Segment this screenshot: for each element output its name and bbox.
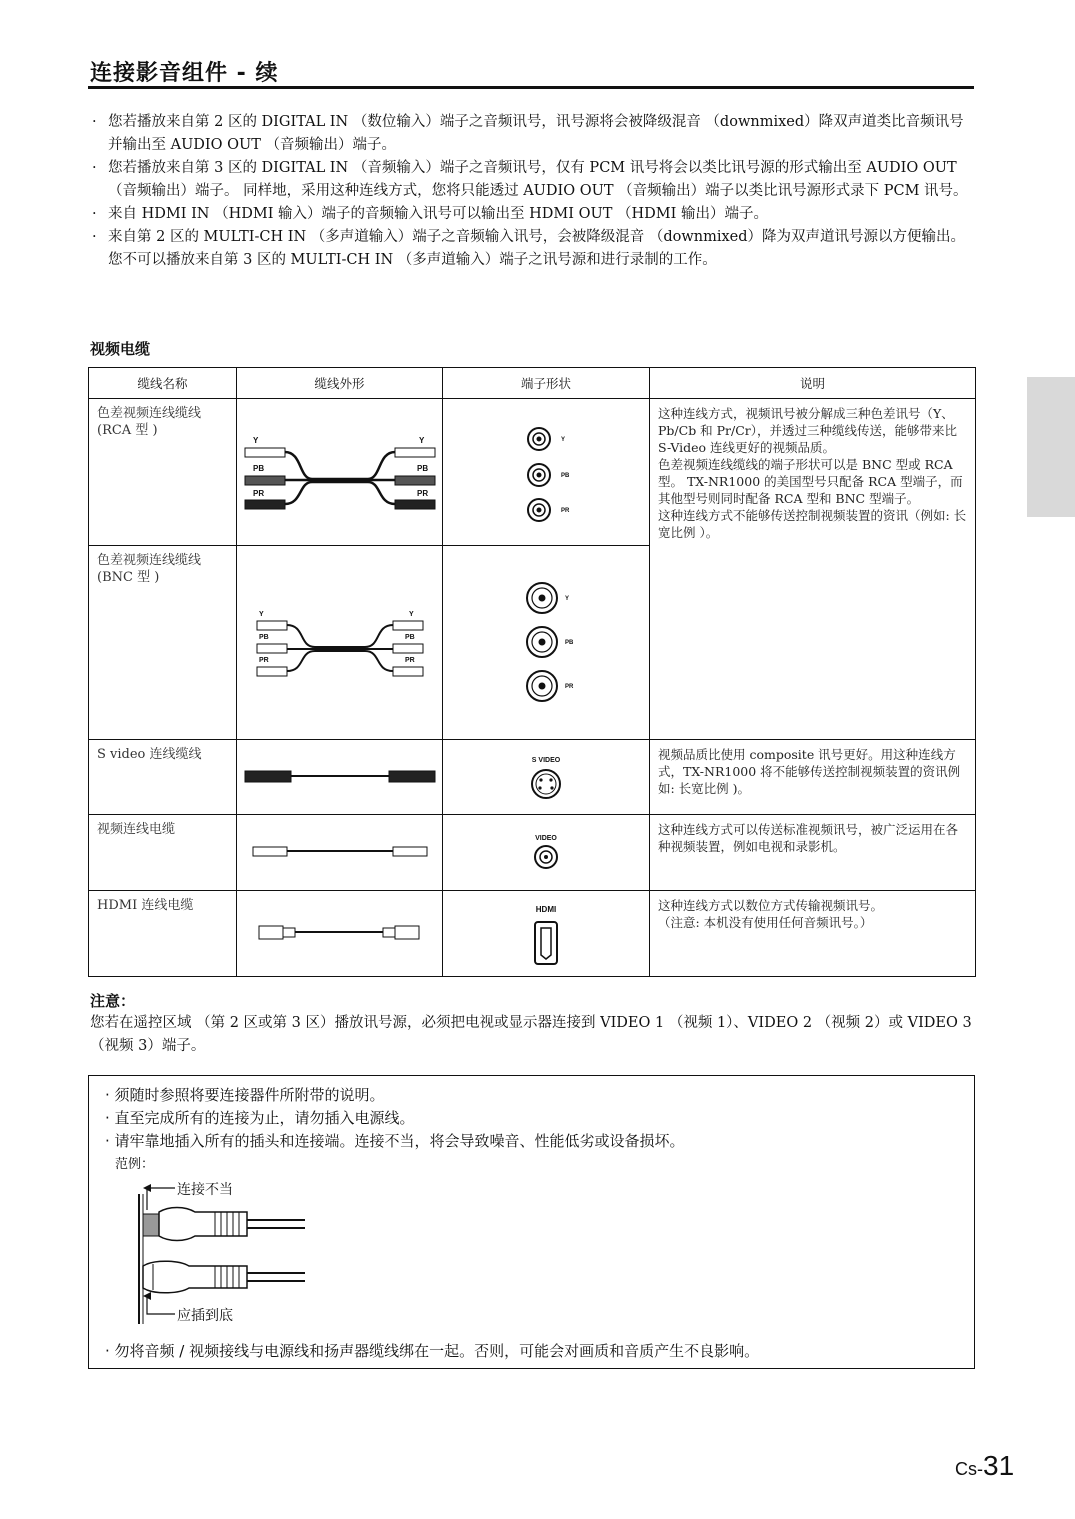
- table-row: [89, 399, 976, 546]
- s-video-description: 视频品质比使用 composite 讯号更好。用这种连线方式，TX-NR1000 将不能够传送控制视频装置的资讯例如: 长宽比例 )。: [650, 740, 976, 815]
- label-pb-left: PB: [259, 634, 269, 641]
- label-pr-right: PR: [405, 657, 415, 664]
- bnc-jacks-image: [443, 546, 650, 740]
- cable-name: 色差视频连线缆线 (BNC 型 ): [89, 546, 237, 740]
- jack-label-pb: PB: [561, 473, 570, 479]
- intro-bullet: · 来自 HDMI IN （HDMI 输入）端子的音频输入讯号可以输出至 HDMI OUT （HDMI 输出）端子。: [92, 206, 768, 222]
- page-title: 连接影音组件 - 续: [90, 61, 279, 86]
- hdmi-label: HDMI: [535, 905, 557, 914]
- hdmi-jack-image: [443, 891, 650, 977]
- video-jack-image: [443, 815, 650, 891]
- jack-label-y: Y: [565, 596, 570, 602]
- label-y-right: Y: [409, 611, 414, 618]
- header-description: 说明: [650, 368, 976, 399]
- label-pr-left: PR: [259, 657, 269, 664]
- s-video-jack-image: [443, 740, 650, 815]
- page-number: Cs-31: [955, 1450, 1015, 1481]
- note-heading: 注意：: [90, 992, 136, 1010]
- correct-connection-label: 应插到底: [177, 1308, 233, 1324]
- video-description: 这种连线方式可以传送标准视频讯号，被广泛运用在各种视频装置，例如电视和录影机。: [650, 815, 976, 891]
- rca-component-cable-image: [237, 399, 443, 546]
- label-y-right: Y: [419, 436, 425, 445]
- label-pr-right: PR: [417, 489, 429, 498]
- video-cable-image: [237, 815, 443, 891]
- label-y-left: Y: [259, 611, 264, 618]
- header-cable-shape: 缆线外形: [237, 368, 443, 399]
- label-pb-left: PB: [253, 464, 265, 473]
- caution-line: · 请牢靠地插入所有的插头和连接端。连接不当，将会导致噪音、性能低劣或设备损坏。: [105, 1132, 685, 1150]
- s-video-cable-image: [237, 740, 443, 815]
- intro-bullet: · 您若播放来自第 3 区的 DIGITAL IN （音频输入）端子之音频讯号，仅有 PCM 讯号将会以类比讯号源的形式输出至 AUDIO OUT （音频输出）端子。 同样地，采用这种连线方式，您将只能透过 AUDIO OUT （音频输出）端子以类比讯号源形式录下 PCM 讯号。: [92, 160, 968, 199]
- caution-line: · 勿将音频 / 视频接线与电源线和扬声器缆线绑在一起。否则，可能会对画质和音质产生不良影响。: [105, 1342, 760, 1360]
- jack-label-pb: PB: [565, 640, 574, 646]
- intro-bullet: · 您若播放来自第 2 区的 DIGITAL IN （数位输入）端子之音频讯号，讯号源将会被降级混音 （downmixed）降双声道类比音频讯号并输出至 AUDIO OUT （音频输出）端子。: [92, 114, 964, 153]
- cable-name: S video 连线缆线: [89, 740, 237, 815]
- example-label: 范例：: [115, 1157, 155, 1172]
- s-video-label: S VIDEO: [531, 757, 561, 764]
- intro-bullet: · 来自第 2 区的 MULTI-CH IN （多声道输入）端子之音频输入讯号，会被降级混音 （downmixed）降为双声道讯号源以方便输出。您不可以播放来自第 3 区的 MULTI-CH IN （多声道输入）端子之讯号源和进行录制的工作。: [92, 229, 966, 268]
- table-header-row: [89, 368, 976, 399]
- cable-name: 视频连线电缆: [89, 815, 237, 891]
- note-text: 您若在遥控区域 （第 2 区或第 3 区）播放讯号源，必须把电视或显示器连接到 VIDEO 1 （视频 1）、VIDEO 2 （视频 2）或 VIDEO 3 （视频 3）端子。: [90, 1015, 972, 1054]
- table-row: [89, 815, 976, 891]
- jack-label-pr: PR: [565, 684, 574, 690]
- caution-box: [88, 1075, 975, 1369]
- table-row: [89, 891, 976, 977]
- title-rule: [88, 86, 974, 89]
- bnc-component-cable-image: [237, 546, 443, 740]
- cable-name: 色差视频连线缆线 (RCA 型 ): [89, 399, 237, 546]
- cable-table: [88, 367, 976, 977]
- header-cable-name: 缆线名称: [89, 368, 237, 399]
- side-tab: [1027, 377, 1075, 517]
- plug-example-diagram: [129, 1174, 369, 1334]
- wrong-connection-label: 连接不当: [177, 1182, 233, 1198]
- section-title: 视频电缆: [90, 340, 151, 358]
- jack-label-y: Y: [561, 437, 566, 443]
- rca-jacks-image: [443, 399, 650, 546]
- video-label: VIDEO: [535, 835, 557, 842]
- caution-line: · 须随时参照将要连接器件所附带的说明。: [105, 1086, 385, 1104]
- intro-bullets: [92, 111, 976, 272]
- label-pb-right: PB: [405, 634, 415, 641]
- label-y-left: Y: [253, 436, 259, 445]
- cable-name: HDMI 连线电缆: [89, 891, 237, 977]
- label-pb-right: PB: [417, 464, 429, 473]
- caution-line: · 直至完成所有的连接为止，请勿插入电源线。: [105, 1109, 415, 1127]
- jack-label-pr: PR: [561, 508, 570, 514]
- header-jack-shape: 端子形状: [443, 368, 650, 399]
- table-row: [89, 740, 976, 815]
- hdmi-cable-image: [237, 891, 443, 977]
- hdmi-description: 这种连线方式以数位方式传输视频讯号。 （注意: 本机没有使用任何音频讯号。）: [650, 891, 976, 977]
- label-pr-left: PR: [253, 489, 265, 498]
- component-description: 这种连线方式，视频讯号被分解成三种色差讯号（Y、Pb/Cb 和 Pr/Cr），并透过三种缆线传送，能够带来比 S-Video 连线更好的视频品质。 色差视频连线缆线的端子形状可以是 BNC 型或 RCA 型。 TX-NR1000 的美国型号只配备 RCA 型端子，而其他型号则同时配备 RCA 型和 BNC 型端子。 这种连线方式不能够传送控制视频装置的资讯（例如: 长宽比例 ）。: [650, 399, 976, 740]
